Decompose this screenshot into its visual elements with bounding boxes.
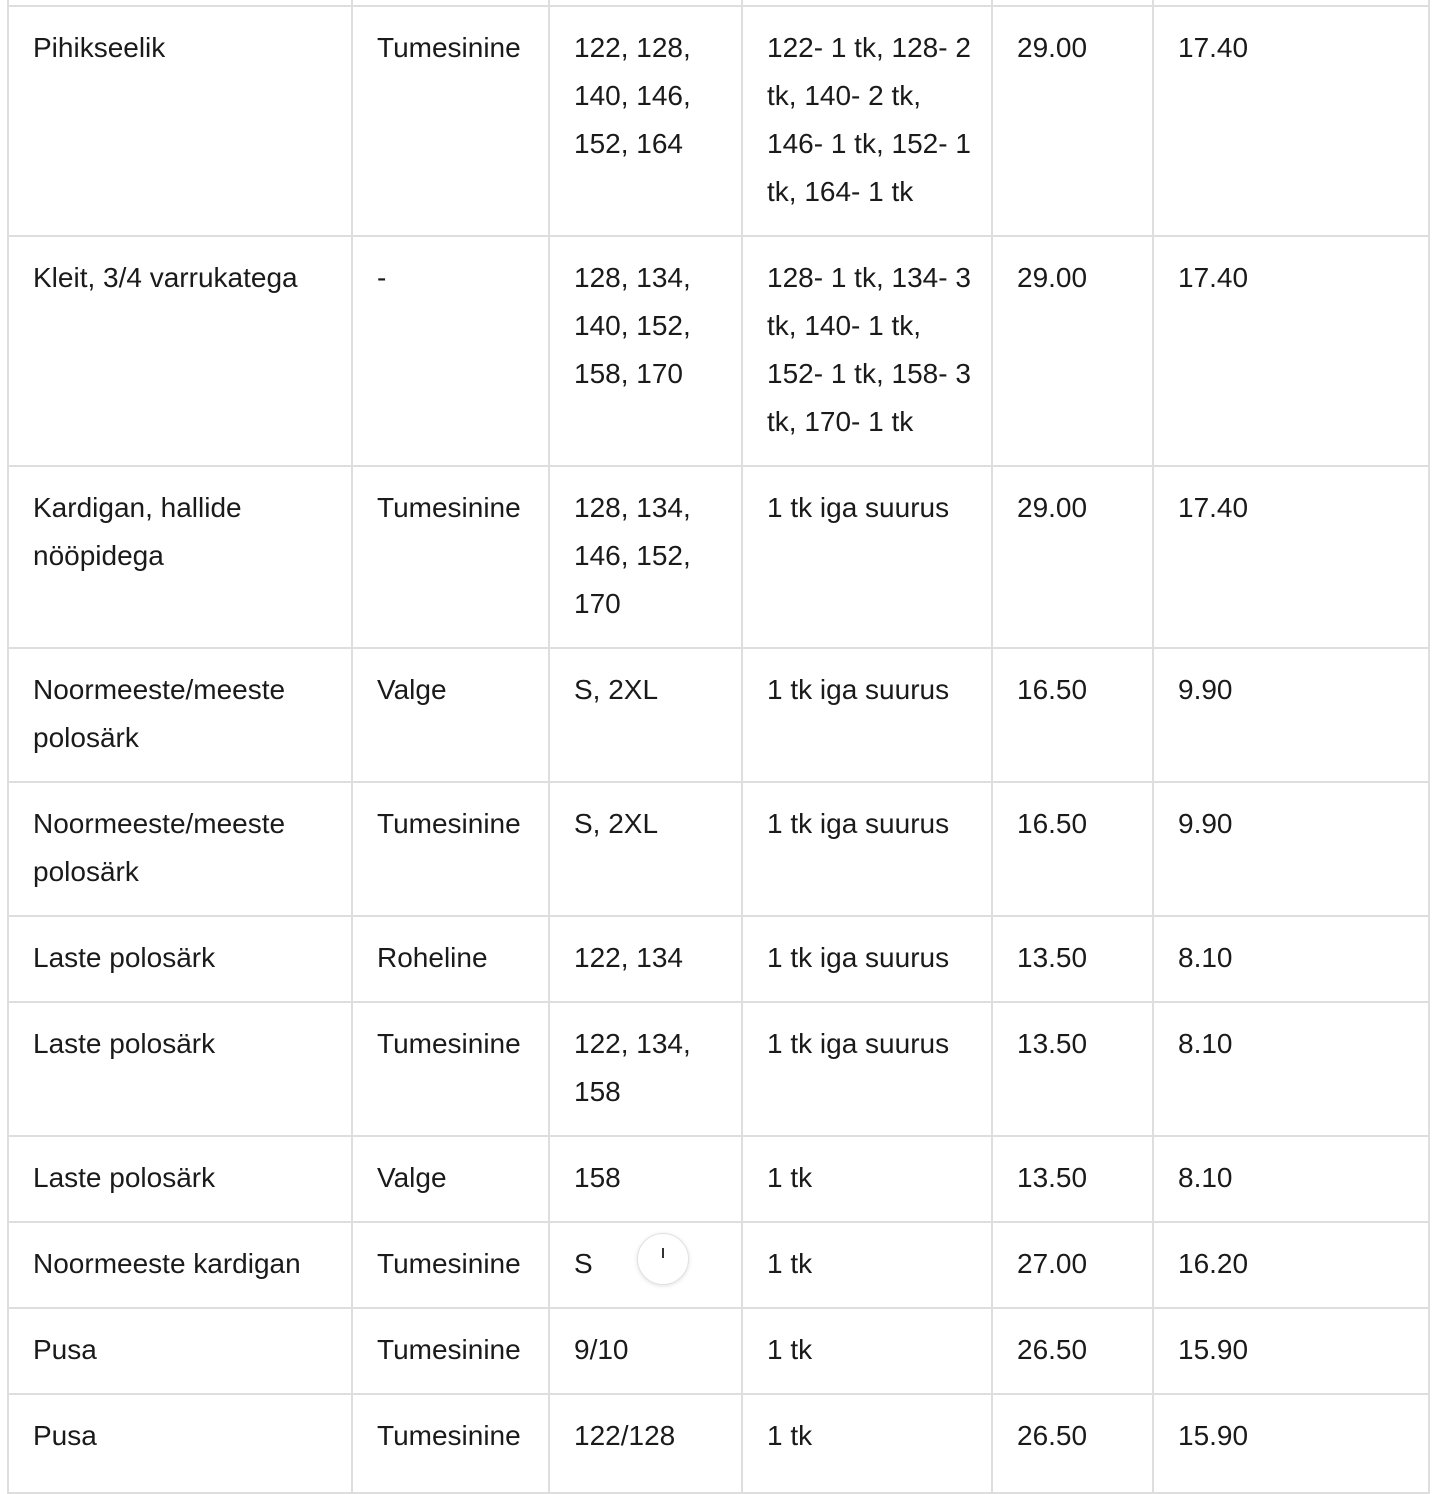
cell-sizes: S xyxy=(549,1222,742,1308)
cell-product: Noormeeste kardigan xyxy=(8,1222,352,1308)
cell-price: 26.50 xyxy=(992,1308,1153,1394)
cell-product: Noormeeste/meeste polosärk xyxy=(8,782,352,916)
cell-sale-price: 15.90 xyxy=(1153,1308,1429,1394)
cell-sizes: 9/10 xyxy=(549,1308,742,1394)
cell-product: Laste polosärk xyxy=(8,916,352,1002)
cell-quantity: 128- 1 tk, 134- 3 tk, 140- 1 tk, 152- 1 tk, 158- 3 tk, 170- 1 tk xyxy=(742,236,992,466)
cell-sale-price: 17.40 xyxy=(1153,6,1429,236)
cell-price: 27.00 xyxy=(992,1222,1153,1308)
cell-sizes: S, 2XL xyxy=(549,648,742,782)
cell-color: Tumesinine xyxy=(352,1222,549,1308)
table-row xyxy=(8,916,1429,1002)
cell-sizes: S, 2XL xyxy=(549,782,742,916)
cell-quantity: 1 tk xyxy=(742,1222,992,1308)
cell-product: Pusa xyxy=(8,1308,352,1394)
cell-sale-price: 9.90 xyxy=(1153,782,1429,916)
cell-price: 26.50 xyxy=(992,1394,1153,1493)
scroll-down-icon[interactable] xyxy=(637,1233,689,1285)
cell-sizes: 128, 134, 146, 152, 170 xyxy=(549,466,742,648)
cell-price: 16.50 xyxy=(992,782,1153,916)
cell-sale-price: 8.10 xyxy=(1153,1002,1429,1136)
cell-color: Tumesinine xyxy=(352,1394,549,1493)
cell-quantity: 122- 1 tk, 128- 2 tk, 140- 2 tk, 146- 1 tk, 152- 1 tk, 164- 1 tk xyxy=(742,6,992,236)
table-row xyxy=(8,782,1429,916)
cell-price: 29.00 xyxy=(992,236,1153,466)
cell-color: Tumesinine xyxy=(352,782,549,916)
cell-color: Tumesinine xyxy=(352,6,549,236)
cell-quantity: 1 tk xyxy=(742,1394,992,1493)
cell-sizes: 128, 134, 140, 152, 158, 170 xyxy=(549,236,742,466)
cell-product: Pihikseelik xyxy=(8,6,352,236)
table-row xyxy=(8,466,1429,648)
cell-color: Roheline xyxy=(352,916,549,1002)
cell-sale-price: 8.10 xyxy=(1153,916,1429,1002)
cell-quantity: 1 tk iga suurus xyxy=(742,466,992,648)
cell-sale-price: 8.10 xyxy=(1153,1136,1429,1222)
table-row xyxy=(8,1308,1429,1394)
cell-sizes: 122, 134 xyxy=(549,916,742,1002)
cell-sale-price: 17.40 xyxy=(1153,236,1429,466)
product-table xyxy=(7,0,1430,1494)
cell-product: Laste polosärk xyxy=(8,1002,352,1136)
cell-quantity: 1 tk xyxy=(742,1136,992,1222)
product-table-container[interactable] xyxy=(7,0,1428,1494)
cell-quantity: 1 tk xyxy=(742,1308,992,1394)
cell-price: 29.00 xyxy=(992,466,1153,648)
cell-sale-price: 9.90 xyxy=(1153,648,1429,782)
cell-sale-price: 15.90 xyxy=(1153,1394,1429,1493)
cell-sizes: 122, 134, 158 xyxy=(549,1002,742,1136)
cell-sizes: 122, 128, 140, 146, 152, 164 xyxy=(549,6,742,236)
cell-quantity: 1 tk iga suurus xyxy=(742,1002,992,1136)
cell-quantity: 1 tk iga suurus xyxy=(742,782,992,916)
cell-sale-price: 17.40 xyxy=(1153,466,1429,648)
cell-color: Tumesinine xyxy=(352,466,549,648)
cell-sale-price: 16.20 xyxy=(1153,1222,1429,1308)
cell-color: Tumesinine xyxy=(352,1002,549,1136)
cell-price: 13.50 xyxy=(992,1136,1153,1222)
table-row xyxy=(8,236,1429,466)
cell-price: 16.50 xyxy=(992,648,1153,782)
cell-sizes: 122/128 xyxy=(549,1394,742,1493)
table-row xyxy=(8,1394,1429,1493)
cell-product: Kleit, 3/4 varrukatega xyxy=(8,236,352,466)
cell-product: Kardigan, hallide nööpidega xyxy=(8,466,352,648)
cell-quantity: 1 tk iga suurus xyxy=(742,648,992,782)
table-row xyxy=(8,6,1429,236)
cell-color: Tumesinine xyxy=(352,1308,549,1394)
table-row xyxy=(8,1222,1429,1308)
cell-color: Valge xyxy=(352,1136,549,1222)
cell-price: 13.50 xyxy=(992,1002,1153,1136)
table-row xyxy=(8,1002,1429,1136)
cell-product: Noormeeste/meeste polosärk xyxy=(8,648,352,782)
table-row xyxy=(8,1136,1429,1222)
cell-price: 13.50 xyxy=(992,916,1153,1002)
cell-sizes: 158 xyxy=(549,1136,742,1222)
cell-color: - xyxy=(352,236,549,466)
table-row xyxy=(8,648,1429,782)
cell-product: Pusa xyxy=(8,1394,352,1493)
cell-color: Valge xyxy=(352,648,549,782)
cell-price: 29.00 xyxy=(992,6,1153,236)
cell-quantity: 1 tk iga suurus xyxy=(742,916,992,1002)
cell-product: Laste polosärk xyxy=(8,1136,352,1222)
